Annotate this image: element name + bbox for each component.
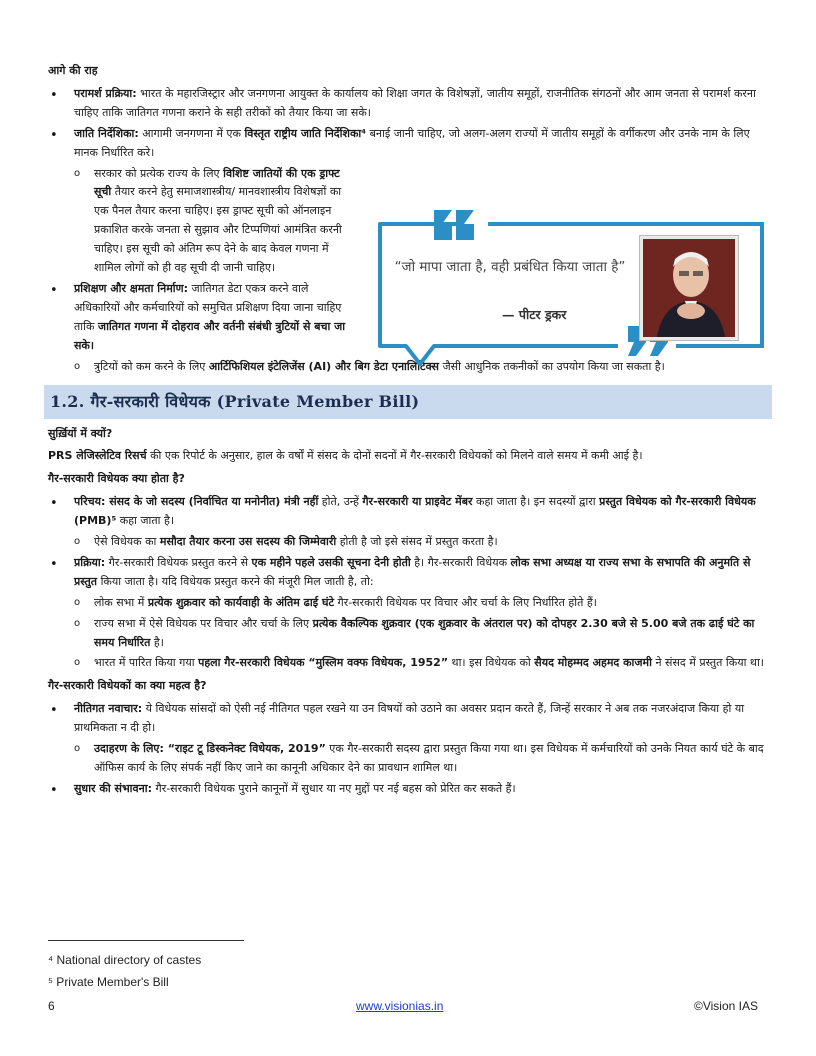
- way-forward-heading: आगे की राह: [48, 64, 98, 77]
- importance-bullet-reform: • सुधार की संभावना: गैर-सरकारी विधेयक पुराने कानूनों में सुधार या नए मुद्दों पर नई बहस को प्रेरित कर सकते हैं।: [48, 780, 770, 799]
- what-is-bullet-procedure: • प्रक्रिया: गैर-सरकारी विधेयक प्रस्तुत करने से एक महीने पहले उसकी सूचना देनी होती है। गैर-सरकारी विधेयक लोक सभा अध्यक्ष या राज्य सभा के सभापति की अनुमति से प्रस्तुत किया जाता है। यदि विधेयक प्रस्तुत करने की मंजूरी मिल जाती है, तो:: [48, 554, 770, 592]
- quote-text: “जो मापा जाता है, वही प्रबंधित किया जाता है”: [394, 259, 626, 275]
- section-title: 1.2. गैर-सरकारी विधेयक (Private Member Bill): [50, 391, 420, 411]
- section-heading-bar: [44, 385, 772, 419]
- website-link[interactable]: www.visionias.in: [356, 999, 444, 1013]
- footer-website: [356, 996, 443, 1017]
- page-number: 6: [48, 999, 55, 1013]
- footnote-divider: [48, 940, 244, 941]
- footnote-4: ⁴ National directory of castes: [48, 953, 202, 967]
- importance-sub-example: o उदाहरण के लिए: “राइट टू डिस्कनेक्ट विधेयक, 2019” एक गैर-सरकारी सदस्य द्वारा प्रस्तुत किया गया था। इस विधेयक में कर्मचारियों को उनके नियत कार्य घंटे के बाद ऑफिस कार्य के लिए संपर्क नहीं किए जाने का कानूनी अधिकार देने का प्रावधान शामिल था।: [48, 740, 770, 778]
- what-is-sub-lok-sabha: o लोक सभा में प्रत्येक शुक्रवार को कार्यवाही के अंतिम ढाई घंटे गैर-सरकारी विधेयक पर विचार और चर्चा के लिए निर्धारित होते हैं।: [48, 594, 770, 613]
- way-forward-bullet-training: • प्रशिक्षण और क्षमता निर्माण: जातिगत डेटा एकत्र करने वाले अधिकारियों और कर्मचारियों को समुचित प्रशिक्षण दिया जाना चाहिए ताकि जातिगत गणना में दोहराव और वर्तनी संबंधी त्रुटियों से बचा जा सके।: [48, 280, 368, 356]
- way-forward-bullet-consultation: • परामर्श प्रक्रिया: भारत के महारजिस्ट्रार और जनगणना आयुक्त के कार्यालय को शिक्षा जगत के विशेषज्ञों, जातीय समूहों, राजनीतिक संगठनों और आम जनता से परामर्श करना चाहिए ताकि जातिगत गणना कराने के सही तरीकों को तैयार किया जा सके।: [48, 85, 770, 123]
- importance-heading: गैर-सरकारी विधेयकों का क्या महत्व है?: [48, 679, 207, 693]
- what-is-bullet-intro: • परिचय: संसद के जो सदस्य (निर्वाचित या मनोनीत) मंत्री नहीं होते, उन्हें गैर-सरकारी या प्राइवेट मेंबर कहा जाता है। इन सदस्यों द्वारा प्रस्तुत विधेयक को गैर-सरकारी विधेयक (PMB)⁵ कहा जाता है।: [48, 493, 770, 531]
- footer-copyright: ©Vision IAS: [694, 999, 758, 1013]
- why-news-text: PRS लेजिस्लेटिव रिसर्च की एक रिपोर्ट के अनुसार, हाल के वर्षों में संसद के दोनों सदनों में गैर-सरकारी विधेयकों को मिलने वाले समय में कमी आई है।: [48, 449, 643, 463]
- what-is-sub-first-bill: o भारत में पारित किया गया पहला गैर-सरकारी विधेयक “मुस्लिम वक्फ विधेयक, 1952” था। इस विधेयक को सैयद मोहम्मद अहमद काजमी ने संसद में प्रस्तुत किया था।: [48, 654, 770, 673]
- quote-author: — पीटर ड्रकर: [502, 307, 567, 322]
- footnote-5: ⁵ Private Member's Bill: [48, 975, 169, 989]
- what-is-heading: गैर-सरकारी विधेयक क्या होता है?: [48, 472, 185, 486]
- what-is-sub-draft: o ऐसे विधेयक का मसौदा तैयार करना उस सदस्य की जिम्मेवारी होती है जो इसे संसद में प्रस्तुत करता है।: [48, 533, 770, 552]
- way-forward-sub-ai: o त्रुटियों को कम करने के लिए आर्टिफिशियल इंटेलिजेंस (AI) और बिग डेटा एनालिटिक्स जैसी आधुनिक तकनीकों का उपयोग किया जा सकता है।: [48, 358, 770, 377]
- main-content: [48, 62, 770, 801]
- author-photo: [640, 236, 738, 340]
- way-forward-bullet-directory: • जाति निर्देशिका: आगामी जनगणना में एक विस्तृत राष्ट्रीय जाति निर्देशिका⁴ बनाई जानी चाहिए, जो अलग-अलग राज्यों में जातीय समूहों के वर्गीकरण और उनके नाम के लिए मानक निर्धारित करे।: [48, 125, 770, 163]
- portrait-illustration: [643, 239, 735, 337]
- why-news-heading: सुर्ख़ियों में क्यों?: [48, 426, 113, 440]
- way-forward-sub-draft-list: o सरकार को प्रत्येक राज्य के लिए विशिष्ट जातियों की एक ड्राफ्ट सूची तैयार करने हेतु समाजशास्त्रीय/ मानवशास्त्रीय विशेषज्ञों का एक पैनल तैयार करना चाहिए। इस ड्राफ्ट सूची को ऑनलाइन प्रकाशित करके जनता से सुझाव और टिप्पणियां आमंत्रित करनी चाहिए। इस सूची को अंतिम रूप देने के बाद केवल गणना में शामिल लोगों को ही वह सूची दी जानी चाहिए।: [48, 165, 770, 278]
- what-is-sub-rajya-sabha: o राज्य सभा में ऐसे विधेयक पर विचार और चर्चा के लिए प्रत्येक वैकल्पिक शुक्रवार (एक शुक्रवार के अंतराल पर) को दोपहर 2.30 बजे से 5.00 बजे तक ढाई घंटे का समय निर्धारित है।: [48, 615, 770, 653]
- quote-callout: [372, 202, 768, 368]
- importance-bullet-innovation: • नीतिगत नवाचार: ये विधेयक सांसदों को ऐसी नई नीतिगत पहल रखने या उन विषयों को उठाने का अवसर प्रदान करते हैं, जिन्हें सरकार ने अब तक नजरअंदाज किया हो या प्राथमिकता न दी हो।: [48, 700, 770, 738]
